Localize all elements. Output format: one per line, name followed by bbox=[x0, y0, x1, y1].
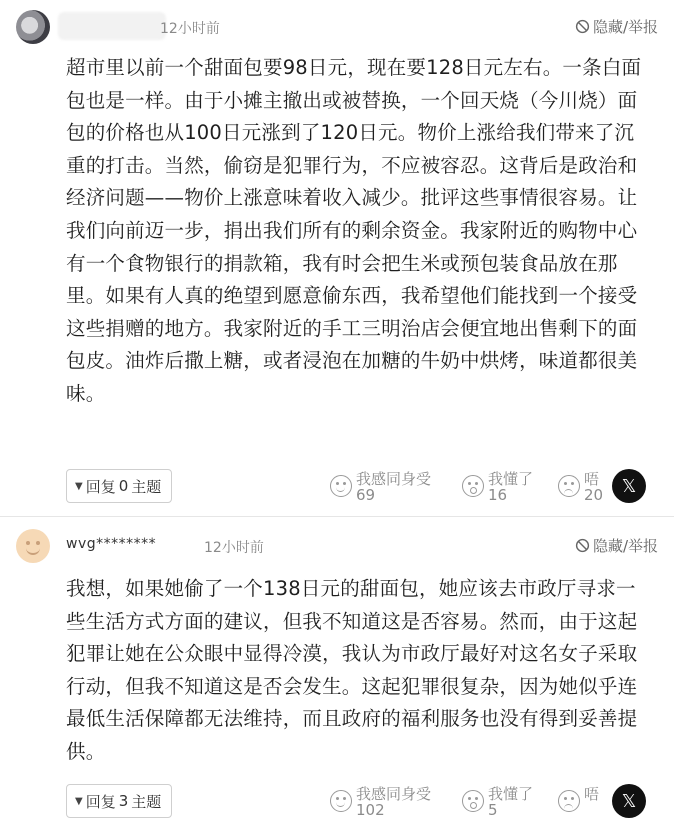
reaction-count: 20 bbox=[584, 486, 604, 504]
reply-suffix: 主题 bbox=[131, 477, 162, 496]
reply-toggle-button[interactable] bbox=[66, 469, 172, 503]
ban-icon bbox=[575, 538, 590, 553]
surprised-face-icon bbox=[462, 475, 484, 497]
avatar[interactable] bbox=[16, 10, 50, 44]
username[interactable]: wvg******** bbox=[66, 536, 157, 552]
reaction-hmm[interactable] bbox=[558, 471, 603, 503]
reaction-label: 我感同身受 bbox=[356, 785, 432, 803]
frown-face-icon bbox=[558, 475, 580, 497]
surprised-face-icon bbox=[462, 790, 484, 812]
reply-count: 0 bbox=[118, 477, 129, 495]
reaction-count: 5 bbox=[488, 801, 498, 819]
reaction-understand[interactable] bbox=[462, 471, 533, 503]
frown-face-icon bbox=[558, 790, 580, 812]
reply-prefix: 回复 bbox=[85, 792, 116, 811]
reaction-empathize[interactable] bbox=[330, 786, 431, 818]
reaction-label: 唔 bbox=[584, 785, 600, 803]
reply-suffix: 主题 bbox=[131, 792, 162, 811]
reply-prefix: 回复 bbox=[85, 477, 116, 496]
reaction-label: 唔 bbox=[584, 470, 600, 488]
reaction-count: 102 bbox=[356, 801, 385, 819]
timestamp: 12小时前 bbox=[160, 21, 220, 37]
ban-icon bbox=[575, 19, 590, 34]
reaction-understand[interactable] bbox=[462, 786, 533, 818]
x-share-icon[interactable]: 𝕏 bbox=[612, 784, 646, 818]
comment-card bbox=[0, 516, 674, 836]
hide-report-label: 隐藏/举报 bbox=[592, 537, 658, 555]
comment-header bbox=[16, 529, 660, 563]
hide-report-label: 隐藏/举报 bbox=[592, 18, 658, 36]
reaction-label: 我懂了 bbox=[488, 785, 534, 803]
reply-toggle-button[interactable] bbox=[66, 784, 172, 818]
reply-count: 3 bbox=[118, 792, 129, 810]
reaction-count: 16 bbox=[488, 486, 508, 504]
caret-down-icon: ▼ bbox=[75, 795, 83, 807]
smile-face-icon bbox=[330, 475, 352, 497]
redacted-username bbox=[58, 12, 166, 40]
reaction-label: 我感同身受 bbox=[356, 470, 432, 488]
caret-down-icon: ▼ bbox=[75, 480, 83, 492]
smile-face-icon bbox=[330, 790, 352, 812]
comment-actions bbox=[66, 784, 660, 820]
hide-report-button[interactable] bbox=[575, 16, 658, 37]
avatar[interactable] bbox=[16, 529, 50, 563]
reaction-count: 69 bbox=[356, 486, 376, 504]
hide-report-button[interactable] bbox=[575, 535, 658, 556]
timestamp: 12小时前 bbox=[204, 540, 264, 556]
comment-header bbox=[16, 10, 660, 44]
comment-text: 超市里以前一个甜面包要98日元，现在要128日元左右。一条白面包也是一样。由于小摊主撤出或被替换，一个回天烧（今川烧）面包的价格也从100日元涨到了120日元。物价上涨给我们带来了沉重的打击。当然，偷窃是犯罪行为，不应被容忍。这背后是政治和经济问题——物价上涨意味着收入减少。批评这些事情很容易。让我们向前迈一步，捐出我们所有的剩余资金。我家附近的购物中心有一个食物银行的捐款箱，我有时会把生米或预包装食品放在那里。如果有人真的绝望到愿意偷东西，我希望他们能找到一个接受这些捐赠的地方。我家附近的手工三明治店会便宜地出售剩下的面包皮。油炸后撒上糖，或者浸泡在加糖的牛奶中烘烤，味道都很美味。 bbox=[66, 56, 642, 405]
comment-actions bbox=[66, 469, 660, 505]
reaction-empathize[interactable] bbox=[330, 471, 431, 503]
x-share-icon[interactable]: 𝕏 bbox=[612, 469, 646, 503]
reaction-label: 我懂了 bbox=[488, 470, 534, 488]
reaction-hmm[interactable] bbox=[558, 786, 599, 812]
comment-text: 我想，如果她偷了一个138日元的甜面包，她应该去市政厅寻求一些生活方式方面的建议，但我不知道这是否容易。然而，由于这起犯罪让她在公众眼中显得冷漠，我认为市政厅最好对这名女子采取行动，但我不知道这是否会发生。这起犯罪很复杂，因为她似乎连最低生活保障都无法维持，而且政府的福利服务也没有得到妥善提供。 bbox=[66, 577, 638, 763]
